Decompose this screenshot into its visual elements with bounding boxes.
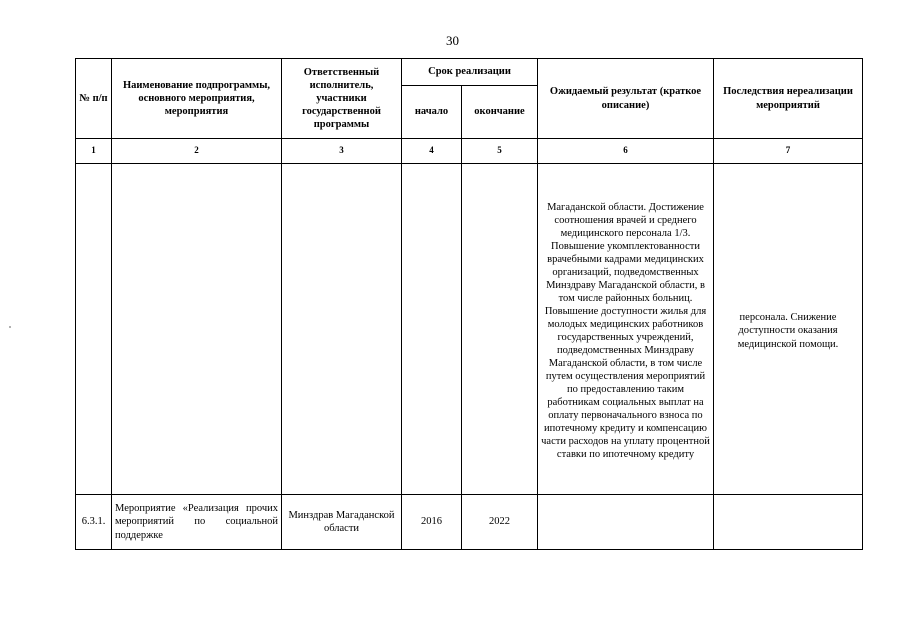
header-period: Срок реализации: [402, 59, 538, 86]
column-number: 4: [402, 139, 462, 164]
header-consequences: Последствия нереализации мероприятий: [714, 59, 863, 139]
row-result: Магаданской области. Достижение соотношения врачей и среднего медицинского персонала 1/3. Повышение укомплектованности врачебными кадрами медицинских организаций, подведомственных Минздраву Магаданской области, в том числе районных больниц. Повышение доступности жилья для молодых медицинских работников государственных учреждений, подведомственных Минздраву Магаданской области, в том числе путем осуществления мероприятий по предоставлению таким работникам социальных выплат на оплату первоначального взноса по ипотечному кредиту и компенсацию части расходов на уплату процентной ставки по ипотечному кредиту: [538, 164, 714, 495]
row-result: [538, 495, 714, 550]
header-name: Наименование подпрограммы, основного мероприятия, мероприятия: [112, 59, 282, 139]
column-number: 6: [538, 139, 714, 164]
header-end: окончание: [462, 86, 538, 139]
header-start: начало: [402, 86, 462, 139]
row-executor: [282, 164, 402, 495]
row-executor: Минздрав Магаданской области: [282, 495, 402, 550]
scan-artifact: [9, 326, 11, 328]
column-number: 2: [112, 139, 282, 164]
row-end: [462, 164, 538, 495]
column-number: 7: [714, 139, 863, 164]
header-number: № п/п: [76, 59, 112, 139]
header-executor: Ответственный исполнитель, участники государственной программы: [282, 59, 402, 139]
page-number: 30: [446, 33, 459, 48]
row-consequences: персонала. Снижение доступности оказания медицинской помощи.: [714, 164, 863, 495]
table-row: [76, 164, 863, 495]
row-name: Мероприятие «Реализация прочих мероприятий по социальной поддержке: [112, 495, 282, 550]
row-name: [112, 164, 282, 495]
column-number: 3: [282, 139, 402, 164]
row-number: [76, 164, 112, 495]
row-number: 6.3.1.: [76, 495, 112, 550]
column-number: 1: [76, 139, 112, 164]
table-row: [76, 495, 863, 550]
row-start: 2016: [402, 495, 462, 550]
program-table: [75, 58, 863, 550]
column-number: 5: [462, 139, 538, 164]
row-end: 2022: [462, 495, 538, 550]
header-result: Ожидаемый результат (краткое описание): [538, 59, 714, 139]
row-consequences: [714, 495, 863, 550]
row-start: [402, 164, 462, 495]
